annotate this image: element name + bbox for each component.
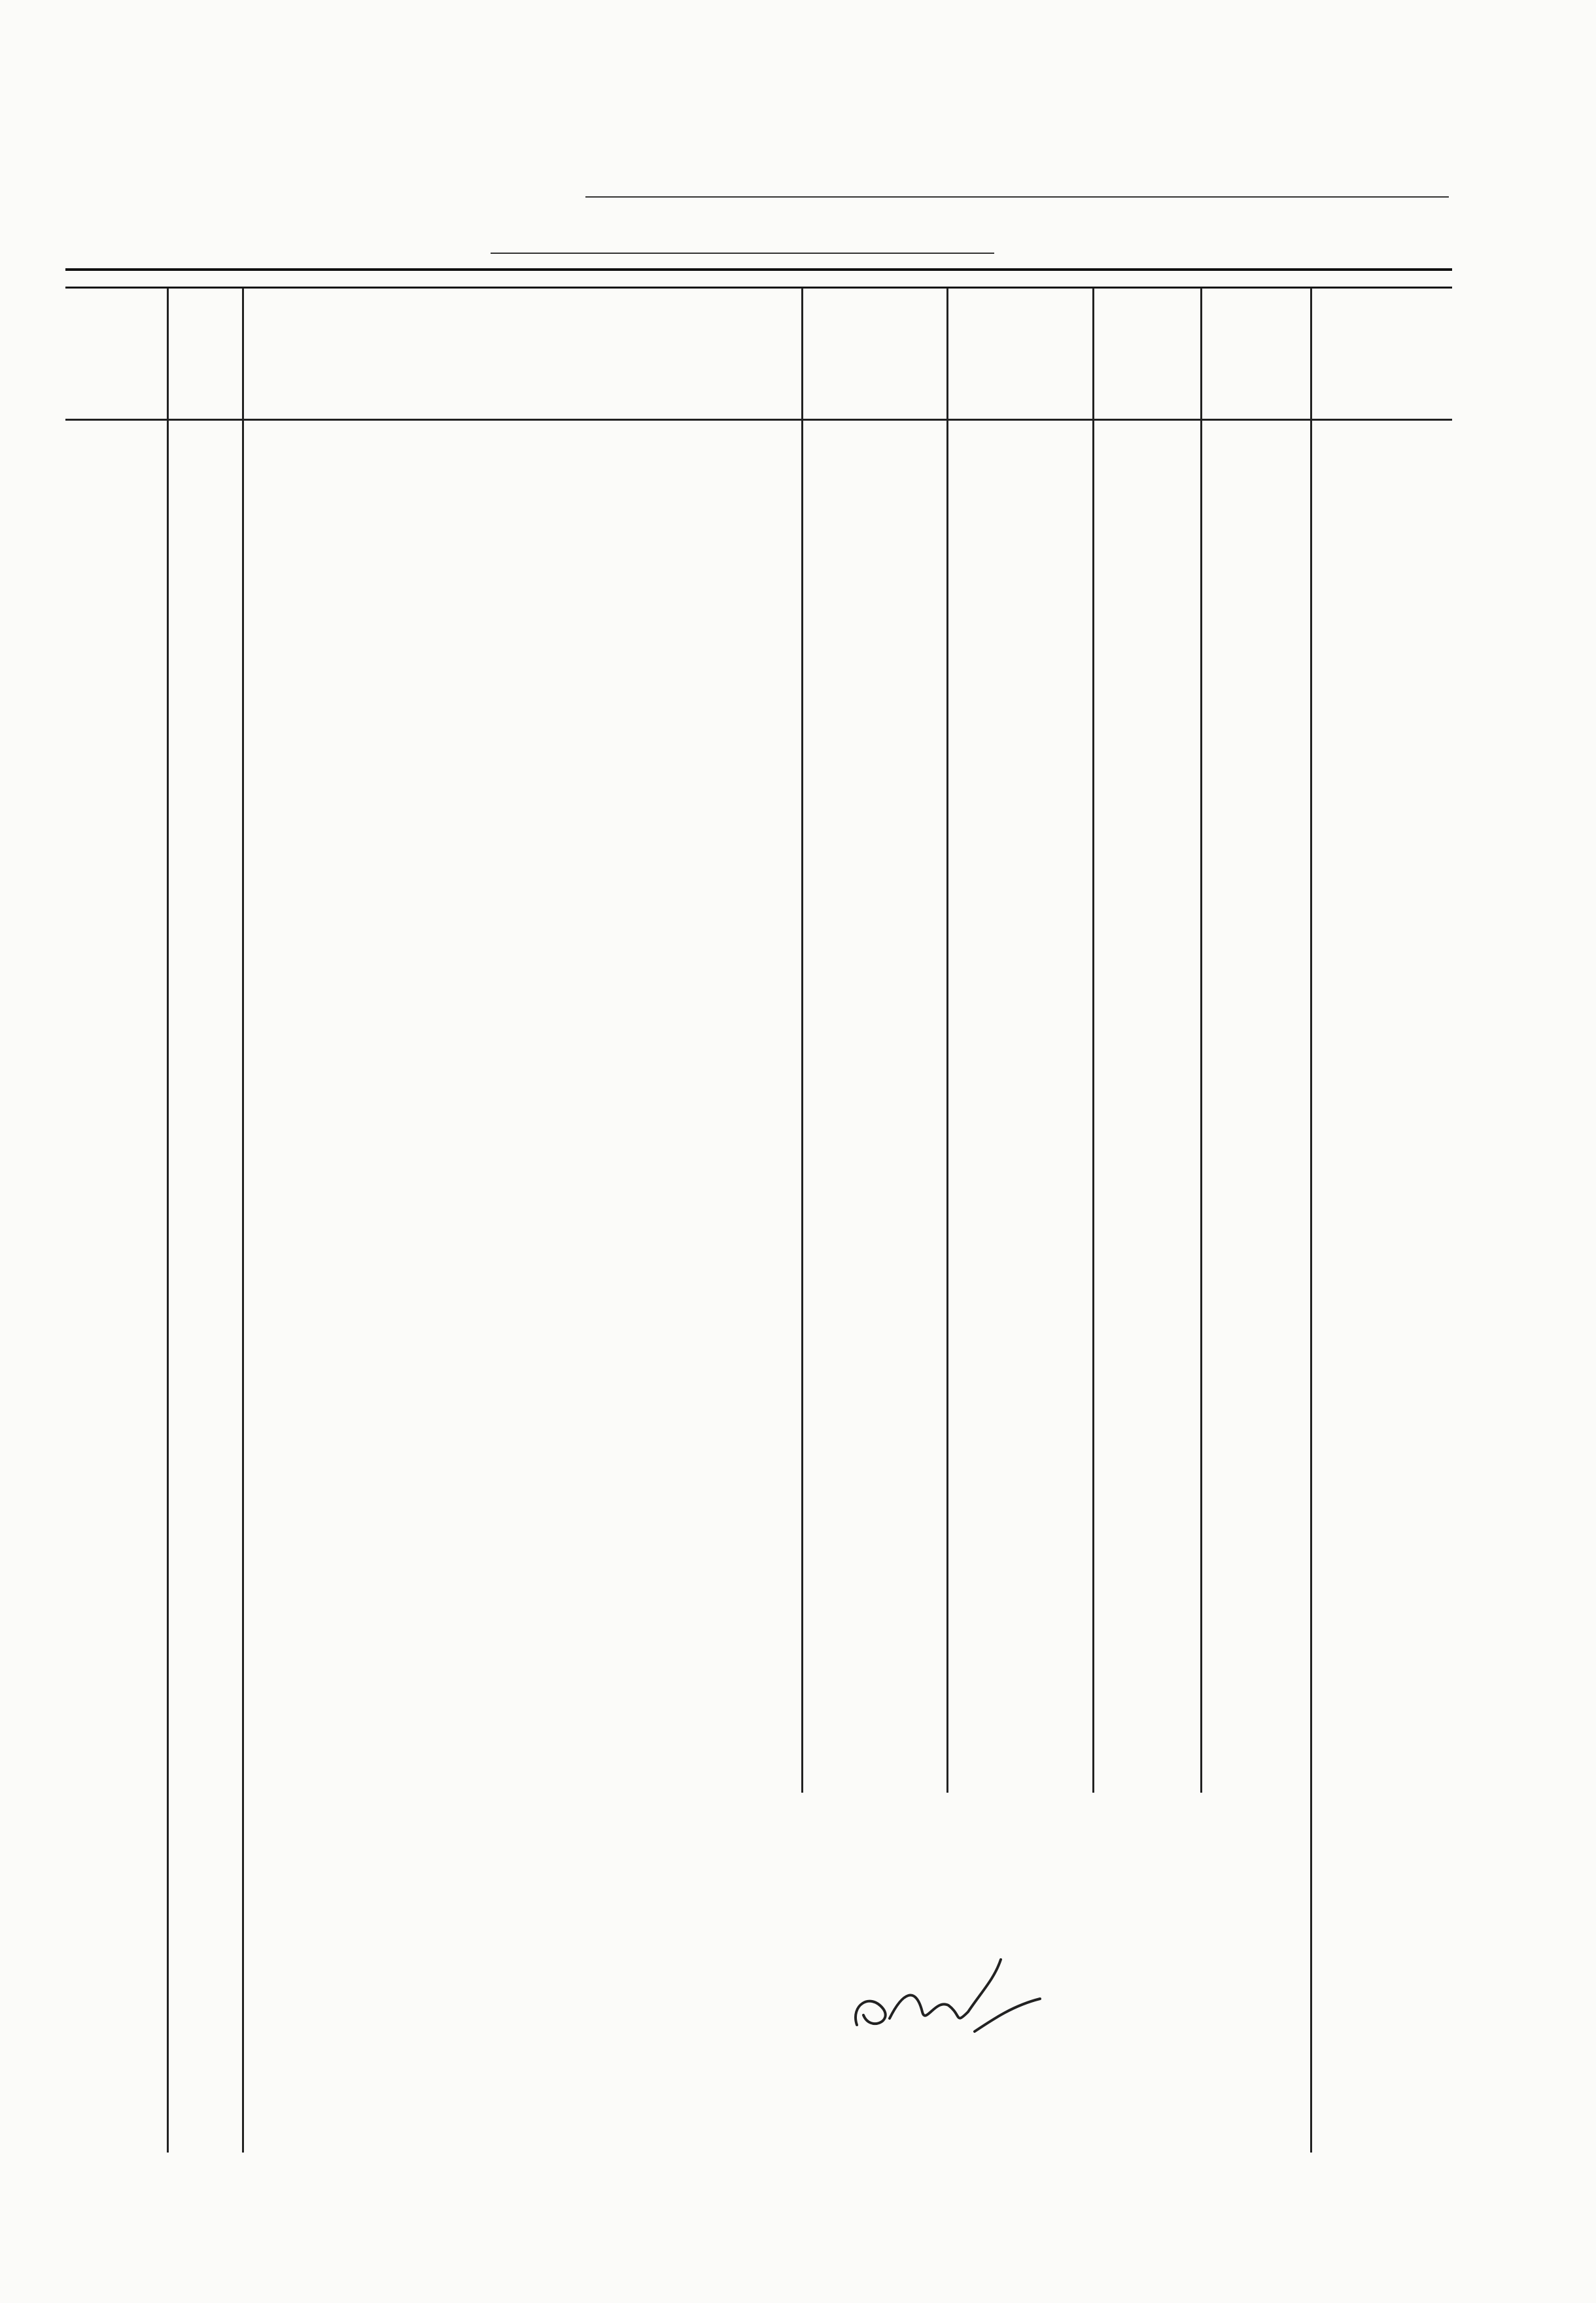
header-bundle — [1233, 301, 1272, 425]
signature-image — [844, 1953, 1060, 2045]
header-sheets — [1125, 308, 1164, 425]
header-num — [167, 288, 206, 438]
